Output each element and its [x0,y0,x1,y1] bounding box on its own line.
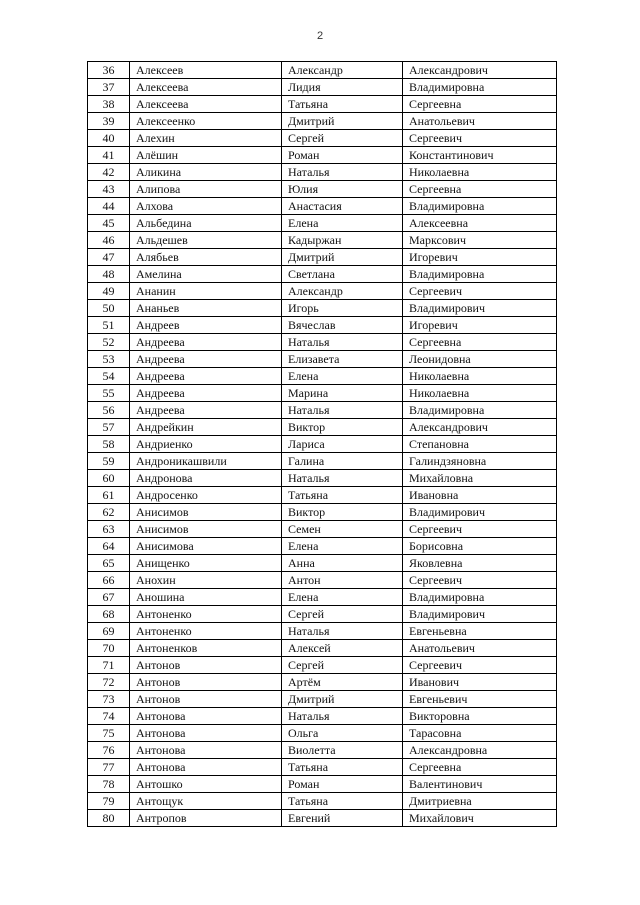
last-name-cell: Антоненков [130,640,282,657]
patronymic-cell: Владимирович [403,300,557,317]
patronymic-cell: Константинович [403,147,557,164]
first-name-cell: Дмитрий [282,691,403,708]
row-number-cell: 79 [88,793,130,810]
first-name-cell: Дмитрий [282,249,403,266]
last-name-cell: Антонов [130,691,282,708]
table-row [88,266,557,283]
last-name-cell: Алексеева [130,96,282,113]
last-name-cell: Алексеев [130,62,282,79]
last-name-cell: Андреев [130,317,282,334]
row-number-cell: 44 [88,198,130,215]
table-row [88,215,557,232]
last-name-cell: Альдешев [130,232,282,249]
table-row [88,572,557,589]
first-name-cell: Виктор [282,504,403,521]
table-row [88,62,557,79]
table-row [88,402,557,419]
table-row [88,708,557,725]
table-row [88,113,557,130]
last-name-cell: Антропов [130,810,282,827]
row-number-cell: 57 [88,419,130,436]
last-name-cell: Анохин [130,572,282,589]
first-name-cell: Наталья [282,470,403,487]
last-name-cell: Андреева [130,334,282,351]
row-number-cell: 51 [88,317,130,334]
patronymic-cell: Александровна [403,742,557,759]
table-row [88,742,557,759]
last-name-cell: Амелина [130,266,282,283]
first-name-cell: Татьяна [282,96,403,113]
table-row [88,555,557,572]
patronymic-cell: Владимирович [403,504,557,521]
row-number-cell: 58 [88,436,130,453]
patronymic-cell: Александрович [403,62,557,79]
patronymic-cell: Сергеевна [403,96,557,113]
patronymic-cell: Николаевна [403,368,557,385]
last-name-cell: Ананьев [130,300,282,317]
table-row [88,725,557,742]
first-name-cell: Артём [282,674,403,691]
last-name-cell: Анищенко [130,555,282,572]
first-name-cell: Наталья [282,623,403,640]
table-row [88,96,557,113]
row-number-cell: 45 [88,215,130,232]
row-number-cell: 36 [88,62,130,79]
patronymic-cell: Евгеньевич [403,691,557,708]
first-name-cell: Сергей [282,606,403,623]
row-number-cell: 60 [88,470,130,487]
row-number-cell: 55 [88,385,130,402]
patronymic-cell: Владимировна [403,79,557,96]
first-name-cell: Юлия [282,181,403,198]
last-name-cell: Алехин [130,130,282,147]
table-row [88,623,557,640]
last-name-cell: Анисимов [130,521,282,538]
patronymic-cell: Леонидовна [403,351,557,368]
first-name-cell: Лидия [282,79,403,96]
row-number-cell: 61 [88,487,130,504]
last-name-cell: Алипова [130,181,282,198]
last-name-cell: Антошко [130,776,282,793]
row-number-cell: 78 [88,776,130,793]
last-name-cell: Анисимов [130,504,282,521]
row-number-cell: 42 [88,164,130,181]
patronymic-cell: Сергеевич [403,130,557,147]
table-row [88,249,557,266]
first-name-cell: Елена [282,215,403,232]
row-number-cell: 53 [88,351,130,368]
patronymic-cell: Михайлович [403,810,557,827]
first-name-cell: Анна [282,555,403,572]
first-name-cell: Наталья [282,708,403,725]
table-row [88,793,557,810]
last-name-cell: Антоненко [130,606,282,623]
last-name-cell: Антонов [130,674,282,691]
last-name-cell: Антонова [130,759,282,776]
patronymic-cell: Степановна [403,436,557,453]
table-row [88,691,557,708]
table-row [88,147,557,164]
table-row [88,521,557,538]
first-name-cell: Татьяна [282,759,403,776]
first-name-cell: Наталья [282,402,403,419]
patronymic-cell: Михайловна [403,470,557,487]
row-number-cell: 52 [88,334,130,351]
table-row [88,759,557,776]
last-name-cell: Андросенко [130,487,282,504]
last-name-cell: Антощук [130,793,282,810]
first-name-cell: Алексей [282,640,403,657]
table-row [88,776,557,793]
patronymic-cell: Викторовна [403,708,557,725]
first-name-cell: Евгений [282,810,403,827]
row-number-cell: 66 [88,572,130,589]
last-name-cell: Ананин [130,283,282,300]
first-name-cell: Елена [282,368,403,385]
first-name-cell: Марина [282,385,403,402]
row-number-cell: 75 [88,725,130,742]
row-number-cell: 49 [88,283,130,300]
table-row [88,436,557,453]
first-name-cell: Дмитрий [282,113,403,130]
first-name-cell: Виолетта [282,742,403,759]
first-name-cell: Ольга [282,725,403,742]
last-name-cell: Алексеева [130,79,282,96]
row-number-cell: 64 [88,538,130,555]
patronymic-cell: Сергеевна [403,334,557,351]
table-row [88,198,557,215]
patronymic-cell: Владимировна [403,198,557,215]
patronymic-cell: Сергеевна [403,759,557,776]
patronymic-cell: Игоревич [403,249,557,266]
row-number-cell: 40 [88,130,130,147]
table-row [88,334,557,351]
table-row [88,674,557,691]
patronymic-cell: Владимирович [403,606,557,623]
first-name-cell: Анастасия [282,198,403,215]
row-number-cell: 62 [88,504,130,521]
last-name-cell: Андроникашвили [130,453,282,470]
patronymic-cell: Алексеевна [403,215,557,232]
row-number-cell: 76 [88,742,130,759]
table-row [88,640,557,657]
patronymic-cell: Ивановна [403,487,557,504]
row-number-cell: 72 [88,674,130,691]
last-name-cell: Андреева [130,385,282,402]
patronymic-cell: Владимировна [403,402,557,419]
patronymic-cell: Сергеевич [403,283,557,300]
row-number-cell: 48 [88,266,130,283]
first-name-cell: Наталья [282,334,403,351]
row-number-cell: 37 [88,79,130,96]
patronymic-cell: Анатольевич [403,113,557,130]
table-row [88,181,557,198]
patronymic-cell: Сергеевич [403,572,557,589]
table-row [88,368,557,385]
last-name-cell: Андреева [130,402,282,419]
table-row [88,487,557,504]
patronymic-cell: Евгеньевна [403,623,557,640]
row-number-cell: 59 [88,453,130,470]
last-name-cell: Андронова [130,470,282,487]
table-row [88,130,557,147]
row-number-cell: 41 [88,147,130,164]
last-name-cell: Алхова [130,198,282,215]
first-name-cell: Сергей [282,657,403,674]
patronymic-cell: Яковлевна [403,555,557,572]
patronymic-cell: Николаевна [403,385,557,402]
first-name-cell: Александр [282,283,403,300]
roster-body [88,62,557,827]
table-row [88,810,557,827]
roster-table [87,61,557,827]
last-name-cell: Алёшин [130,147,282,164]
last-name-cell: Антонова [130,725,282,742]
last-name-cell: Антоненко [130,623,282,640]
last-name-cell: Аношина [130,589,282,606]
last-name-cell: Альбедина [130,215,282,232]
table-row [88,538,557,555]
table-row [88,419,557,436]
patronymic-cell: Дмитриевна [403,793,557,810]
row-number-cell: 39 [88,113,130,130]
last-name-cell: Андреева [130,368,282,385]
row-number-cell: 70 [88,640,130,657]
first-name-cell: Елизавета [282,351,403,368]
row-number-cell: 77 [88,759,130,776]
page-number: 2 [316,30,324,42]
row-number-cell: 67 [88,589,130,606]
first-name-cell: Кадыржан [282,232,403,249]
patronymic-cell: Сергеевна [403,181,557,198]
table-row [88,317,557,334]
last-name-cell: Аликина [130,164,282,181]
patronymic-cell: Иванович [403,674,557,691]
patronymic-cell: Николаевна [403,164,557,181]
last-name-cell: Антонова [130,742,282,759]
first-name-cell: Елена [282,538,403,555]
table-row [88,470,557,487]
table-row [88,351,557,368]
row-number-cell: 73 [88,691,130,708]
table-row [88,79,557,96]
patronymic-cell: Галиндзяновна [403,453,557,470]
row-number-cell: 47 [88,249,130,266]
last-name-cell: Андреева [130,351,282,368]
first-name-cell: Антон [282,572,403,589]
first-name-cell: Роман [282,776,403,793]
first-name-cell: Елена [282,589,403,606]
last-name-cell: Алябьев [130,249,282,266]
table-row [88,504,557,521]
patronymic-cell: Тарасовна [403,725,557,742]
row-number-cell: 56 [88,402,130,419]
patronymic-cell: Сергеевич [403,521,557,538]
first-name-cell: Наталья [282,164,403,181]
patronymic-cell: Борисовна [403,538,557,555]
patronymic-cell: Владимировна [403,266,557,283]
row-number-cell: 71 [88,657,130,674]
table-row [88,164,557,181]
table-row [88,300,557,317]
first-name-cell: Вячеслав [282,317,403,334]
table-row [88,232,557,249]
patronymic-cell: Сергеевич [403,657,557,674]
last-name-cell: Андрейкин [130,419,282,436]
first-name-cell: Виктор [282,419,403,436]
last-name-cell: Антонова [130,708,282,725]
table-row [88,283,557,300]
patronymic-cell: Владимировна [403,589,557,606]
row-number-cell: 46 [88,232,130,249]
row-number-cell: 38 [88,96,130,113]
row-number-cell: 54 [88,368,130,385]
first-name-cell: Татьяна [282,793,403,810]
row-number-cell: 63 [88,521,130,538]
table-row [88,657,557,674]
row-number-cell: 50 [88,300,130,317]
table-row [88,606,557,623]
patronymic-cell: Марксович [403,232,557,249]
last-name-cell: Антонов [130,657,282,674]
table-row [88,385,557,402]
last-name-cell: Алексеенко [130,113,282,130]
row-number-cell: 65 [88,555,130,572]
last-name-cell: Анисимова [130,538,282,555]
first-name-cell: Игорь [282,300,403,317]
patronymic-cell: Валентинович [403,776,557,793]
first-name-cell: Александр [282,62,403,79]
patronymic-cell: Александрович [403,419,557,436]
first-name-cell: Роман [282,147,403,164]
first-name-cell: Галина [282,453,403,470]
patronymic-cell: Игоревич [403,317,557,334]
first-name-cell: Светлана [282,266,403,283]
row-number-cell: 43 [88,181,130,198]
first-name-cell: Семен [282,521,403,538]
last-name-cell: Андриенко [130,436,282,453]
row-number-cell: 80 [88,810,130,827]
table-row [88,453,557,470]
first-name-cell: Лариса [282,436,403,453]
row-number-cell: 69 [88,623,130,640]
first-name-cell: Татьяна [282,487,403,504]
table-row [88,589,557,606]
first-name-cell: Сергей [282,130,403,147]
row-number-cell: 68 [88,606,130,623]
patronymic-cell: Анатольевич [403,640,557,657]
row-number-cell: 74 [88,708,130,725]
